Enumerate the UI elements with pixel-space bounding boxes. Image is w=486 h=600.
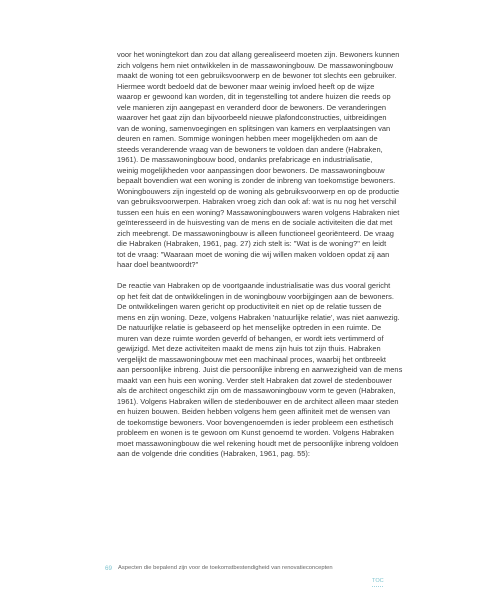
text-line: op het feit dat de ontwikkelingen in de woningbouw voorbijgingen aan de bewoners. [117,291,394,301]
toc-link[interactable]: TOC [372,578,384,584]
text-line: haar doel beantwoordt?" [117,260,199,269]
text-line: vergelijkt de massawoningbouw met een machinaal proces, waarbij het ontbreekt [117,354,387,364]
text-line: De natuurlijke relatie is gebaseerd op het menselijke optreden in een ruimte. De [117,323,382,332]
text-line: 1961). De massawoningbouw bood, ondanks prefabricage en industrialisatie, [117,155,373,164]
text-line: tot de vraag: "Waaraan moet de woning die wij willen maken voldoen opdat zij aan [117,249,390,259]
page-number: 69 [105,565,113,572]
paragraph-2 [117,281,414,460]
text-line: deuren en ramen. Sommige woningen hebben meer mogelijkheden om aan de [117,134,378,143]
toc-underline [372,586,383,587]
text-line: van gebruiksvoorwerpen. Habraken vroeg zich dan ook af: wat is nu nog het verschil [117,197,397,206]
running-title: Aspecten die bepalend zijn voor de toekomstbestendigheid van renovatieconcepten [118,565,333,571]
text-line: probleem en wonen is te gewoon om Kunst genoemd te worden. Volgens Habraken [117,428,394,437]
paragraph-1 [117,50,414,271]
text-line: waarop er gewoond kan worden, dit in tegenstelling tot andere huizen die reeds op [117,92,391,101]
text-line: geïnteresseerd in de huisvesting van de mens en de sociale activiteiten die dat met [117,218,393,227]
text-line: mens en zijn woning. Deze, volgens Habraken 'natuurlijke relatie', was niet aanwezig. [117,312,400,322]
page-footer [0,565,486,584]
text-line: Woningbouwers zijn ingesteld op de woning als gebruiksvoorwerp en op de productie [117,186,400,196]
text-line: Hiermee wordt bedoeld dat de bewoner maar weinig invloed heeft op de wijze [117,81,375,91]
text-line: van de woning, samenvoegingen en splitsingen van kamers en verplaatsingen van [117,123,391,133]
text-line: aan persoonlijke inbreng. Juist die persoonlijke inbreng en aanwezigheid van de mens [117,365,403,374]
text-line: gewijzigd. Met deze activiteiten maakt de mens zijn huis tot zijn thuis. Habraken [117,344,381,353]
text-line: en huizen bouwen. Beiden hebben volgens hem geen affiniteit met de wensen van [117,407,391,416]
text-line: steeds veranderende vraag van de bewoners te voldoen dan andere (Habraken, [117,144,383,154]
text-line: 1961). Volgens Habraken willen de stedenbouwer en de architect alleen maar steden [117,396,399,406]
text-line: vele manieren zijn aangepast en veranderd door de bewoners. De veranderingen [117,102,387,112]
text-line: die Habraken (Habraken, 1961, pag. 27) zich stelt is: "Wat is de woning?" en leidt [117,239,387,248]
text-line: tussen een huis en een woning? Massawoningbouwers waren volgens Habraken niet [117,207,400,217]
body-text [117,50,414,460]
text-line: als de architect ongeschikt zijn om de massawoningbouw vorm te geven (Habraken, [117,386,396,395]
text-line: De ontwikkelingen waren gericht op productiviteit en niet op de relatie tussen de [117,302,382,311]
text-line: maakt de woning tot een gebruiksvoorwerp en de bewoner tot slechts een gebruiker. [117,71,397,80]
text-line: bepaalt bovendien wat een woning is zonder de inbreng van toekomstige bewoners. [117,176,396,185]
text-line: aan de volgende drie condities (Habraken, 1961, pag. 55): [117,449,310,458]
text-line: voor het woningtekort dan zou dat allang gerealiseerd moeten zijn. Bewoners kunnen [117,50,400,59]
text-line: de toekomstige bewoners. Voor bovengenoemden is ieder probleem een esthetisch [117,417,394,427]
text-line: muren van deze ruimte worden geverfd of behangen, er wordt iets vertimmerd of [117,333,384,343]
text-line: maakt van een huis een woning. Verder stelt Habraken dat zowel de stedenbouwer [117,375,392,385]
text-line: De reactie van Habraken op de voortgaande industrialisatie was dus vooral gericht [117,281,391,290]
text-line: zich meebrengt. De massawoningbouw is alleen functioneel georiënteerd. De vraag [117,228,394,238]
text-line: moet massawoningbouw die wel rekening houdt met de persoonlijke inbreng voldoen [117,438,399,448]
text-line: weinig mogelijkheden voor aanpassingen door bewoners. De massawoningbouw [117,165,385,175]
text-line: zich volgens hem niet ontwikkelen in de massawoningbouw. De massawoningbouw [117,60,394,70]
text-line: waarover het gaat zijn dan bijvoorbeeld nieuwe plafondconstructies, uitbreidingen [117,113,387,122]
